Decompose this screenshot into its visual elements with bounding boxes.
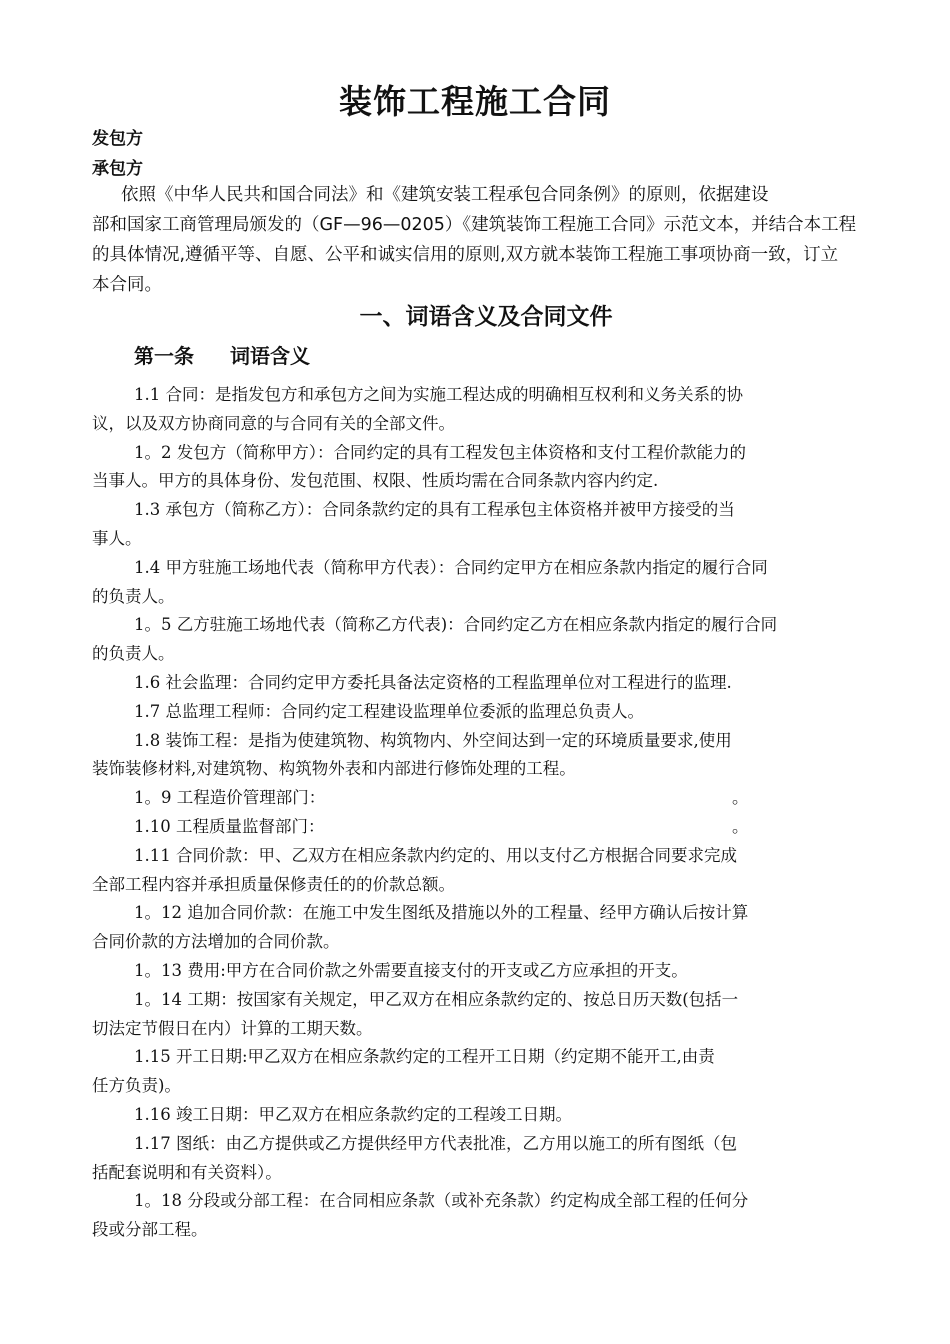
article-number: 第一条 [134, 344, 194, 368]
clause-text: 段或分部工程。 [92, 1220, 208, 1240]
intro-line: 本合同。 [92, 275, 162, 295]
clause-text: 1.3 承包方（简称乙方）：合同条款约定的具有工程承包主体资格并被甲方接受的当 [134, 500, 735, 520]
clause-line [92, 871, 892, 900]
clause-text: 1.10 工程质量监督部门： [134, 816, 325, 836]
clause-line [92, 784, 892, 813]
clause-text: 1。14 工期：按国家有关规定，甲乙双方在相应条款约定的、按总日历天数(包括一 [134, 989, 739, 1009]
clause-line [92, 410, 892, 439]
clause-text: 全部工程内容并承担质量保修责任的的价款总额。 [92, 874, 455, 894]
clause-line [92, 1072, 892, 1101]
clause-line [92, 928, 892, 957]
clause-line [92, 1043, 892, 1072]
article-heading [134, 340, 310, 369]
clause-line [92, 899, 892, 928]
clause-line [92, 583, 892, 612]
clause-line [92, 727, 892, 756]
clause-line [92, 1130, 892, 1159]
clause-text: 合同价款的方法增加的合同价款。 [92, 932, 340, 952]
clause-line [92, 842, 892, 871]
clause-text: 1。18 分段或分部工程：在合同相应条款（或补充条款）约定构成全部工程的任何分 [134, 1191, 749, 1211]
clause-text: 议，以及双方协商同意的与合同有关的全部文件。 [92, 413, 455, 433]
clause-line [92, 525, 892, 554]
article-title: 词语含义 [230, 344, 310, 368]
clause-text: 括配套说明和有关资料）。 [92, 1162, 282, 1182]
clause-line [92, 1101, 892, 1130]
clause-line [92, 467, 892, 496]
clause-line [92, 813, 892, 842]
clause-text: 1.11 合同价款：甲、乙双方在相应条款内约定的、用以支付乙方根据合同要求完成 [134, 845, 737, 865]
clause-text: 装饰装修材料,对建筑物、构筑物外表和内部进行修饰处理的工程。 [92, 759, 576, 779]
clause-text: 的负责人。 [92, 644, 175, 664]
clause-line [92, 1187, 892, 1216]
clause-line [92, 381, 892, 410]
clause-line [92, 1216, 892, 1245]
clause-line [92, 611, 892, 640]
clause-line [92, 698, 892, 727]
clause-text: 1.7 总监理工程师：合同约定工程建设监理单位委派的监理总负责人。 [134, 701, 644, 721]
clause-blank-end: 。 [732, 788, 749, 808]
clause-text: 1。2 发包方（简称甲方）：合同约定的具有工程发包主体资格和支付工程价款能力的 [134, 442, 746, 462]
clause-line [92, 554, 892, 583]
clause-line [92, 986, 892, 1015]
clause-text: 1.4 甲方驻施工场地代表（简称甲方代表）：合同约定甲方在相应条款内指定的履行合同 [134, 557, 768, 577]
clause-line [92, 957, 892, 986]
clause-text: 1。12 追加合同价款：在施工中发生图纸及措施以外的工程量、经甲方确认后按计算 [134, 903, 749, 923]
clause-text: 1.8 装饰工程：是指为使建筑物、构筑物内、外空间达到一定的环境质量要求,使用 [134, 730, 732, 750]
clause-text: 当事人。甲方的具体身份、发包范围、权限、性质均需在合同条款内容内约定. [92, 471, 659, 491]
clause-line [92, 669, 892, 698]
clause-text: 1.6 社会监理：合同约定甲方委托具备法定资格的工程监理单位对工程进行的监理. [134, 672, 732, 692]
clause-text: 1.17 图纸：由乙方提供或乙方提供经甲方代表批准，乙方用以施工的所有图纸（包 [134, 1133, 737, 1153]
clause-text: 1.15 开工日期:甲乙双方在相应条款约定的工程开工日期（约定期不能开工,由责 [134, 1047, 715, 1067]
clause-list [92, 381, 892, 1245]
intro-line: 的具体情况,遵循平等、自愿、公平和诚实信用的原则,双方就本装饰工程施工事项协商一致，订立 [92, 245, 839, 265]
clause-line [92, 496, 892, 525]
clause-line [92, 439, 892, 468]
clause-line [92, 640, 892, 669]
clause-blank-end: 。 [732, 816, 749, 836]
clause-text: 1。5 乙方驻施工场地代表（简称乙方代表)：合同约定乙方在相应条款内指定的履行合同 [134, 615, 778, 635]
clause-line [92, 755, 892, 784]
clause-line [92, 1159, 892, 1188]
intro-paragraph [92, 180, 892, 300]
document-title: 装饰工程施工合同 [339, 82, 611, 121]
clause-line [92, 1015, 892, 1044]
clause-text: 1.1 合同：是指发包方和承包方之间为实施工程达成的明确相互权利和义务关系的协 [134, 385, 743, 404]
clause-text: 的负责人。 [92, 586, 175, 606]
intro-line: 依照《中华人民共和国合同法》和《建筑安装工程承包合同条例》的原则，依据建设 [121, 185, 769, 205]
clause-text: 事人。 [92, 528, 142, 548]
intro-line: 部和国家工商管理局颁发的（GF—96—0205）《建筑装饰工程施工合同》示范文本，并结合本工程 [92, 215, 857, 235]
clause-text: 1。9 工程造价管理部门： [134, 788, 326, 808]
clause-text: 1。13 费用:甲方在合同价款之外需要直接支付的开支或乙方应承担的开支。 [134, 960, 688, 980]
section-heading: 一、词语含义及合同文件 [359, 304, 613, 330]
clause-text: 1.16 竣工日期：甲乙双方在相应条款约定的工程竣工日期。 [134, 1104, 572, 1124]
clause-text: 切法定节假日在内）计算的工期天数。 [92, 1018, 373, 1038]
employer-label: 发包方 [92, 129, 143, 149]
clause-text: 任方负责)。 [92, 1076, 181, 1096]
contractor-label: 承包方 [92, 159, 143, 179]
